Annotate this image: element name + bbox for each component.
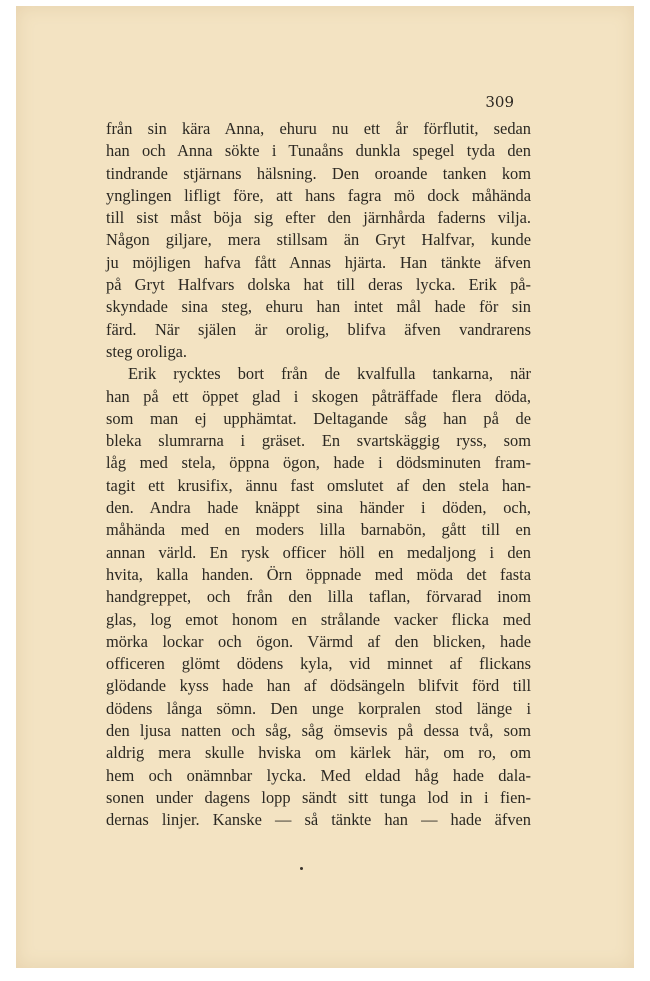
text-line: låg med stela, öppna ögon, hade i dödsminuten fram- [106, 453, 531, 473]
text-line: som man ej upphämtat. Deltagande såg han på de [106, 408, 531, 428]
text-line: Någon giljare, mera stillsam än Gryt Halfvar, kunde [106, 230, 531, 250]
page-number: 309 [485, 93, 514, 111]
text-line: den ljusa natten och såg, såg ömsevis på dessa två, som [106, 721, 531, 741]
text-line: måhända med en moders lilla barnabön, gått till en [106, 520, 531, 540]
ink-speck [300, 867, 303, 870]
text-line: skyndade sina steg, ehuru han intet mål hade för sin [106, 297, 531, 317]
text-line: glödande kyss hade han af dödsängeln blifvit förd till [106, 676, 531, 696]
text-line: tagit ett krusifix, ännu fast omslutet af den stela han- [106, 475, 531, 495]
text-line: sonen under dagens lopp sändt sitt tunga lod in i fien- [106, 787, 531, 807]
text-line: dödens långa sömn. Den unge korpralen stod länge i [106, 698, 531, 718]
text-line: ju möjligen hafva fått Annas hjärta. Han tänkte äfven [106, 252, 531, 272]
text-line: officeren glömt dödens kyla, vid minnet af flickans [106, 654, 531, 674]
text-line: tindrande stjärnans hälsning. Den oroande tanken kom [106, 163, 531, 183]
body-text [106, 118, 531, 832]
text-line: handgreppet, och från den lilla taflan, förvarad inom [106, 587, 531, 607]
paragraph-start-line: Erik rycktes bort från de kvalfulla tankarna, när [128, 364, 531, 384]
text-line: ynglingen lifligt före, att hans fagra mö dock måhända [106, 185, 531, 205]
text-line: från sin kära Anna, ehuru nu ett år förflutit, sedan [106, 119, 531, 138]
paragraph-end-line: steg oroliga. [106, 341, 188, 361]
text-line: han och Anna sökte i Tunaåns dunkla spegel tyda den [106, 141, 531, 161]
text-line: glas, log emot honom en strålande vacker flicka med [106, 609, 531, 629]
text-line: till sist måst böja sig efter den järnhårda faderns vilja. [106, 208, 531, 228]
text-line: bleka slumrarna i gräset. En svartskäggig ryss, som [106, 431, 531, 451]
text-line: dernas linjer. Kanske — så tänkte han — hade äfven [106, 810, 531, 830]
text-line: mörka lockar och ögon. Värmd af den blicken, hade [106, 631, 531, 651]
text-line: på Gryt Halfvars dolska hat till deras lycka. Erik på- [106, 275, 531, 295]
text-line: hem och onämnbar lycka. Med eldad håg hade dala- [106, 765, 531, 785]
text-line: aldrig mera skulle hviska om kärlek här, om ro, om [106, 743, 531, 763]
text-line: annan värld. En rysk officer höll en medaljong i den [106, 542, 531, 562]
text-line: den. Andra hade knäppt sina händer i döden, och, [106, 498, 531, 518]
text-line: färd. När själen är orolig, blifva äfven vandrarens [106, 319, 531, 339]
text-line: hvita, kalla handen. Örn öppnade med möda det fasta [106, 564, 531, 584]
text-line: han på ett öppet glad i skogen påträffade flera döda, [106, 386, 531, 406]
